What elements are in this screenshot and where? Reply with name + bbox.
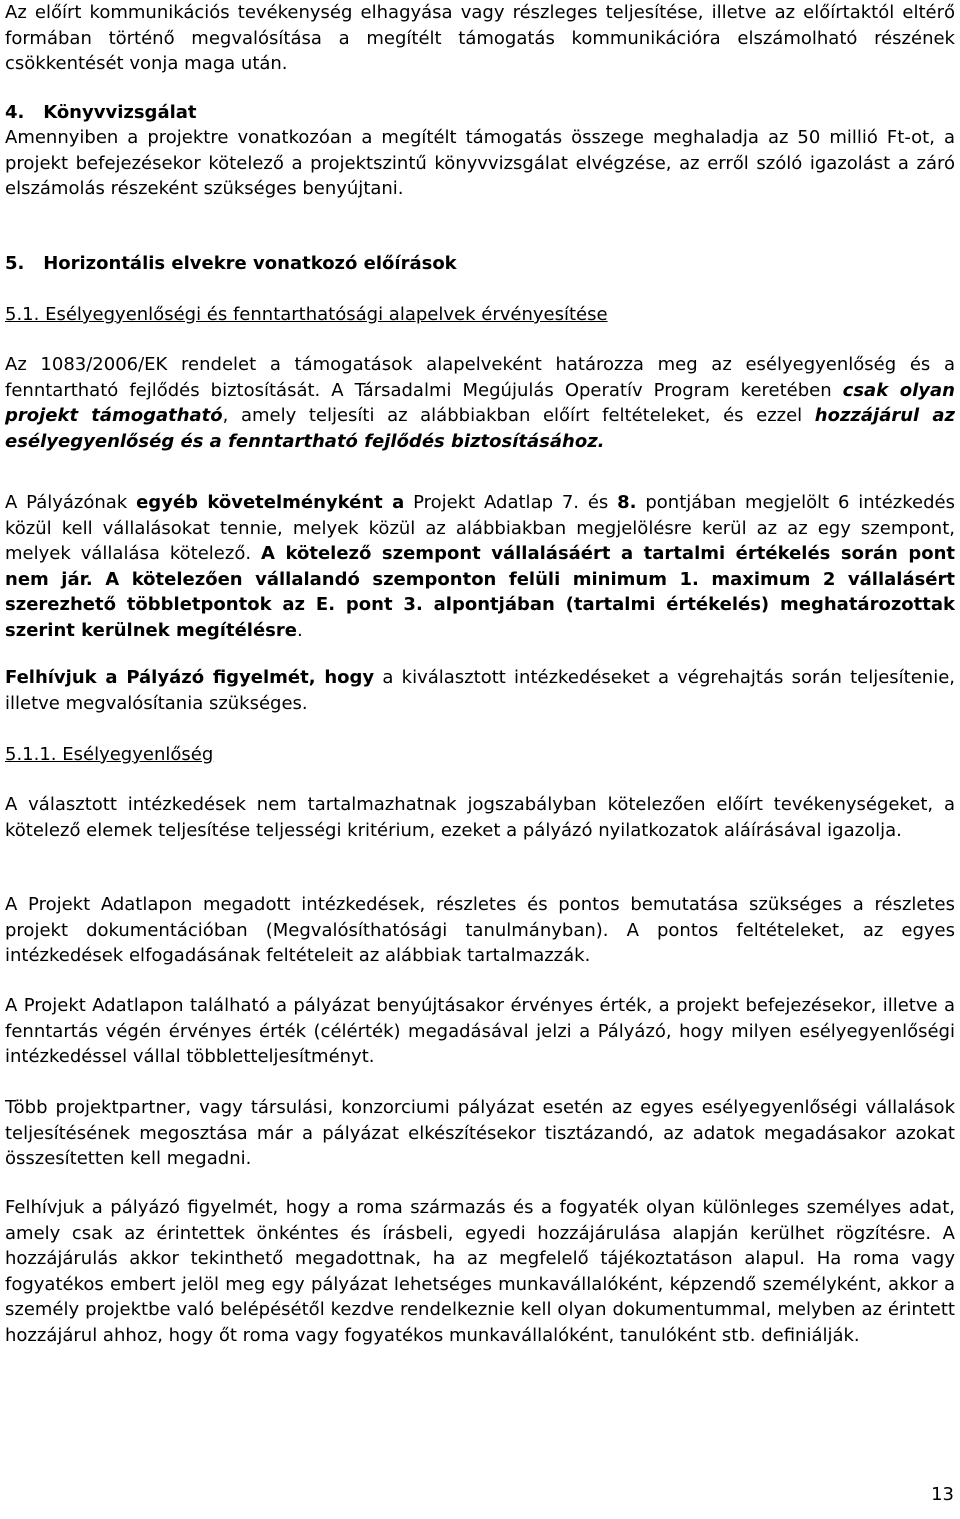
bold-run: egyéb követelményként a <box>136 492 405 513</box>
section-5-1-1-heading-text: 5.1.1. Esélyegyenlőség <box>5 744 214 765</box>
section-4-heading <box>5 100 955 126</box>
paragraph-2: A Projekt Adatlapon megadott intézkedések, részletes és pontos bemutatása szükséges a részletes projekt dokumentációban (Megvalósíthatósági tanulmányban). A pontos feltételeket, az egyes intézkedések elfogadásának feltételeit az alábbiak tartalmazzák. <box>5 894 955 966</box>
text-run: , amely teljesíti az alábbiakban előírt feltételeket, és ezzel <box>222 405 815 426</box>
section-5-1-paragraph-2 <box>5 490 955 643</box>
emphasis-run: hozzájárul az esélyegyenlőség és a fenntartható fejlődés biztosításához. <box>5 405 955 452</box>
section-5-1-heading-text: 5.1. Esélyegyenlőségi és fenntarthatósági alapelvek érvényesítése <box>5 304 608 325</box>
section-5-1-1-heading <box>5 742 955 768</box>
section-5-title: Horizontális elvekre vonatkozó előírások <box>43 253 457 274</box>
text-run: . <box>296 619 303 641</box>
section-4-number: 4. <box>5 102 25 123</box>
section-5-1-heading <box>5 302 955 328</box>
bold-run: Felhívjuk a Pályázó figyelmét, hogy <box>5 667 375 688</box>
intro-paragraph: Az előírt kommunikációs tevékenység elhagyása vagy részleges teljesítése, illetve az előírtaktól eltérő formában történő megvalósítása a megítélt támogatás kommunikációra elszámolható részének csökkentését vonja maga után. <box>5 2 955 74</box>
page-number: 13 <box>931 1484 954 1505</box>
section-4-title: Könyvvizsgálat <box>43 102 197 123</box>
paragraph-4: Több projektpartner, vagy társulási, konzorciumi pályázat esetén az egyes esélyegyenlőségi vállalások teljesítésének megosztása már a pályázat elkészítésekor tisztázandó, az adatok megadásakor azokat összesítetten kell megadni. <box>5 1097 955 1169</box>
paragraph-3: A Projekt Adatlapon található a pályázat benyújtásakor érvényes érték, a projekt befejezésekor, illetve a fenntartás végén érvényes érték (célérték) megadásával jelzi a Pályázó, hogy milyen esélyegyenlőségi intézkedéssel vállal többletteljesítményt. <box>5 995 955 1067</box>
text-run: a kiválasztott intézkedéseket a végrehajtás során teljesítenie, illetve megvalósítania szükséges. <box>5 667 956 714</box>
paragraph-5: Felhívjuk a pályázó figyelmét, hogy a roma származás és a fogyaték olyan különleges személyes adat, amely csak az érintettek önkéntes és írásbeli, egyedi hozzájárulása alapján kerülhet rögzítésre. A hozzájárulás akkor tekinthető megadottnak, ha az megfelelő tájékoztatáson alapul. Ha roma vagy fogyatékos embert jelöl meg egy pályázat lehetséges munkavállalóként, képzendő személyként, akkor a személy projektbe való belépésétől kezdve rendelkeznie kell olyan dokumentummal, melyben az érintett hozzájárul ahhoz, hogy őt roma vagy fogyatékos munkavállalóként, tanulóként stb. definiálják. <box>5 1197 955 1346</box>
text-run: Az 1083/2006/EK rendelet a támogatások alapelveként határozza meg az esélyegyenlőség és a fenntartható fejlődés biztosítását. A Társadalmi Megújulás Operatív Program keretében <box>5 354 955 401</box>
text-run: Projekt Adatlap 7. és <box>404 492 618 513</box>
section-5-1-paragraph-1 <box>5 352 955 454</box>
paragraph-1: A választott intézkedések nem tartalmazhatnak jogszabályban kötelezően előírt tevékenységeket, a kötelező elemek teljesítése teljességi kritérium, ezeket a pályázó nyilatkozatok aláírásával igazolja. <box>5 794 955 841</box>
emphasis-run: csak olyan projekt támogatható <box>5 379 955 426</box>
bold-run: A kötelező szempont vállalásáért a tartalmi értékelés során pont nem jár. A kötelezően vállalandó szemponton felüli minimum 1. maximum 2 vállalásért szerezhető többletpontok az E. pont 3. alpontjában (tartalmi értékelés) meghatározottak szerint kerülnek megítélésre <box>5 543 956 641</box>
bold-run: 8. <box>617 492 637 513</box>
section-4-body: Amennyiben a projektre vonatkozóan a megítélt támogatás összege meghaladja az 50 millió Ft-ot, a projekt befejezésekor kötelező a projektszintű könyvvizsgálat elvégzése, az erről szóló igazolást a záró elszámolás részeként szükséges benyújtani. <box>5 127 955 199</box>
section-5-heading <box>5 251 955 277</box>
text-run: pontjában megjelölt 6 intézkedés közül kell vállalásokat tennie, melyek közül az alábbiakban megjelölésre kerül az az egy szempont, melyek vállalása kötelező. <box>5 492 955 564</box>
section-5-1-paragraph-3 <box>5 665 955 716</box>
section-5-number: 5. <box>5 253 25 274</box>
text-run: A Pályázónak <box>5 492 137 513</box>
